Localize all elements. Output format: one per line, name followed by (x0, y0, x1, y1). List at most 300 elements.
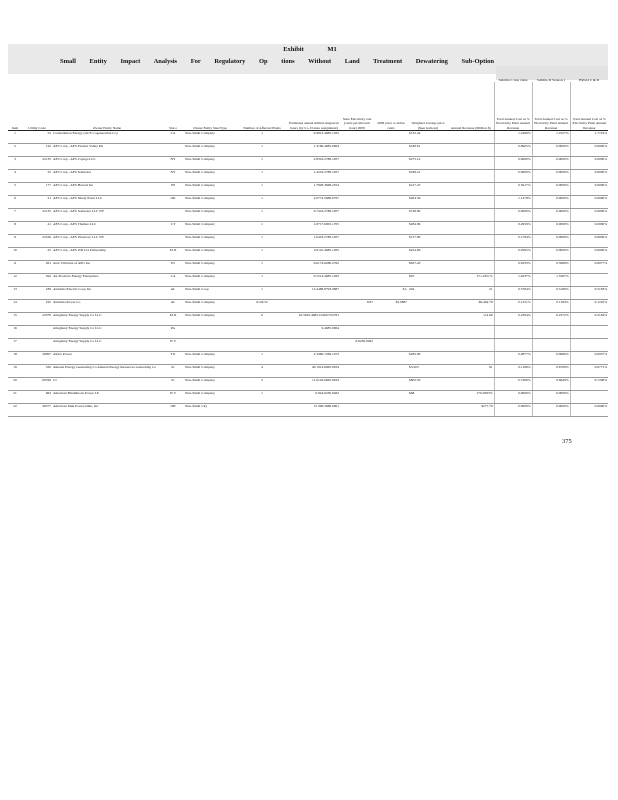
col-weighted: Weighted average price ($per kwhour) (408, 82, 448, 131)
cell-name: Allegheny Energy Supply Co LLC (52, 313, 162, 326)
cell-rate (340, 157, 374, 170)
cell-type: Non-Small Company (184, 391, 236, 404)
col-pct-c: Total Annual Cost as % Electricity Plant Annual Revenue (494, 82, 532, 131)
cell-d: 0.0000% (532, 222, 570, 235)
cell-weighted: $657.20 (408, 261, 448, 274)
cell-h: 0.7298% (570, 378, 608, 391)
cell-type: Non-Small Company (184, 235, 236, 248)
cell-rate (340, 222, 374, 235)
cell-price (374, 404, 408, 417)
cell-name: Ameren Energy Generating Co Ameren Energy Resources Generating Co (52, 365, 162, 378)
cell-h: 0.0000% (570, 235, 608, 248)
cell-type: Non-Small Company (184, 131, 236, 144)
cell-h: 0.0000% (570, 170, 608, 183)
cell-state: OH (162, 404, 184, 417)
cell-price (374, 196, 408, 209)
cell-type: Non-Small Company (184, 248, 236, 261)
cell-c: 0.2304% (494, 313, 532, 326)
cell-revenue: 91 (448, 365, 494, 378)
cell-plants: 1 (236, 287, 288, 300)
cell-revenue (448, 209, 494, 222)
cell-item: 20 (8, 378, 22, 391)
cell-revenue (448, 235, 494, 248)
cell-price (374, 313, 408, 326)
cell-h: 0.0000% (570, 248, 608, 261)
cell-est: 1.4216.2788.1657 (288, 170, 340, 183)
cell-price (374, 274, 408, 287)
cell-d: 0.0000% (532, 196, 570, 209)
cell-state: CA (162, 131, 184, 144)
table-row (8, 365, 608, 378)
cell-c: 0.0000% (494, 170, 532, 183)
table-row (8, 183, 608, 196)
cell-name: American Mun Power-Ohio, Inc (52, 404, 162, 417)
cell-c: 0.0000% (494, 391, 532, 404)
cell-item: 9 (8, 235, 22, 248)
cell-plants: 1 (236, 352, 288, 365)
cell-c: 1.1478% (494, 196, 532, 209)
cell-revenue (448, 326, 494, 339)
cell-d: 0.0000% (532, 209, 570, 222)
cell-price (374, 339, 408, 352)
cell-state: CT (162, 222, 184, 235)
cell-name: AGC Division of APG Inc (52, 261, 162, 274)
cell-d: 0.0000% (532, 144, 570, 157)
cell-type (184, 339, 236, 352)
cell-c: 1.2280% (494, 131, 532, 144)
cell-plants (236, 404, 288, 417)
cell-code: 56097 (22, 352, 52, 365)
cell-weighted: $188.61 (408, 144, 448, 157)
cell-revenue: 114.96 (448, 313, 494, 326)
cell-type: Non-Small Company (184, 157, 236, 170)
cell-plants: 1 (236, 131, 288, 144)
cell-weighted: $285.00 (408, 352, 448, 365)
cell-d: 0.0000% (532, 391, 570, 404)
cell-h: 0.0000% (570, 404, 608, 417)
cell-state (162, 209, 184, 222)
cell-rate (340, 235, 374, 248)
cell-d: 0.0000% (532, 404, 570, 417)
table-row (8, 131, 608, 144)
cell-item: 21 (8, 391, 22, 404)
cell-rate (340, 183, 374, 196)
cell-item: 19 (8, 365, 22, 378)
cell-name: AES Corp - AES Somerset LLC NY (52, 209, 162, 222)
cell-item: 5 (8, 183, 22, 196)
cell-type: Non-Small Coop (184, 287, 236, 300)
cell-plants: 6126.52 (236, 300, 288, 313)
cell-item: 6 (8, 196, 22, 209)
cell-revenue (448, 183, 494, 196)
col-utility-code: Utility Code (22, 82, 52, 131)
table-row (8, 157, 608, 170)
cell-price: $1, (374, 287, 408, 300)
cell-rate (340, 313, 374, 326)
cell-plants: 1 (236, 183, 288, 196)
cell-type: Non-Small Company (184, 313, 236, 326)
cell-d: 0.2372% (532, 313, 570, 326)
cell-weighted: $748.80 (408, 209, 448, 222)
cell-price (374, 248, 408, 261)
cell-h: 0.1222% (570, 300, 608, 313)
cell-plants: 1 (236, 391, 288, 404)
table-row (8, 391, 608, 404)
cell-h: 0.0957% (570, 352, 608, 365)
cell-d: 0.0000% (532, 183, 570, 196)
cell-d: 0.6849% (532, 378, 570, 391)
cell-type: Non-Small Company (184, 365, 236, 378)
cell-revenue (448, 222, 494, 235)
cell-d: 0.0000% (532, 157, 570, 170)
cell-plants: 1 (236, 235, 288, 248)
cell-rate (340, 248, 374, 261)
cell-name: American Bituminous Power LP (52, 391, 162, 404)
cell-weighted: $204.39 (408, 196, 448, 209)
col-pct-d: Total Annual Cost as % Electricity Plant Annual Revenue (532, 82, 570, 131)
cell-revenue (448, 339, 494, 352)
cell-code (22, 339, 52, 352)
cell-weighted: $217.25 (408, 183, 448, 196)
cell-d: 0.0666% (532, 352, 570, 365)
cell-item: 18 (8, 352, 22, 365)
cell-weighted (408, 404, 448, 417)
table-row (8, 404, 608, 417)
cell-revenue (448, 157, 494, 170)
col-price: 2009 price to dollar cents (374, 82, 408, 131)
cell-weighted: $97. (408, 274, 448, 287)
cell-c: 0.7266% (494, 378, 532, 391)
cell-code: 292 (22, 274, 52, 287)
cell-name: Allegheny Energy Supply Co LLC (52, 339, 162, 352)
cell-c: 0.5784% (494, 287, 532, 300)
cell-est: 1.8717.6005.1705 (288, 222, 340, 235)
col-rate: State Electricity rate (cents per kilowatt hour) 2009 (340, 82, 374, 131)
group-header-c: Subtitle C tion vame (498, 77, 528, 82)
cell-code: 40577 (22, 404, 52, 417)
cell-h: 0.2184% (570, 313, 608, 326)
table-row (8, 378, 608, 391)
cell-est: 2.8316.2788.1657 (288, 157, 340, 170)
cell-est: 11.0194.6665.0934 (288, 378, 340, 391)
cell-item: 2 (8, 144, 22, 157)
cell-est: 0.844.6230.0462 (288, 391, 340, 404)
col-owner-name: Owner Entity Name (52, 82, 162, 131)
col-revenue: Annual Revenue (Million $) (448, 82, 494, 131)
cell-rate (340, 170, 374, 183)
cell-type: Non-Small Company (184, 274, 236, 287)
cell-c: 0.6333% (494, 261, 532, 274)
cell-plants: 1 (236, 196, 288, 209)
cell-name: Altura Power (52, 352, 162, 365)
cell-est: 15.399.5688.0901 (288, 404, 340, 417)
table-row (8, 274, 608, 287)
cell-h: 0.5183% (570, 287, 608, 300)
cell-c (494, 326, 532, 339)
cell-est: 0.5513.4685.1265 (288, 274, 340, 287)
cell-rate (340, 378, 374, 391)
cell-item: 14 (8, 300, 22, 313)
cell-rate (340, 196, 374, 209)
cell-name: Allegheny Energy Supply Co LLC (52, 326, 162, 339)
cell-rate (340, 365, 374, 378)
cell-weighted: $132.44 (408, 131, 448, 144)
cell-rate (340, 274, 374, 287)
cell-price (374, 183, 408, 196)
cell-plants (236, 339, 288, 352)
cell-code: 22135 (22, 209, 52, 222)
cell-item: 8 (8, 222, 22, 235)
cell-c: 0.1251% (494, 300, 532, 313)
cell-code: 69766 (22, 378, 52, 391)
table-row (8, 261, 608, 274)
cell-state: W V (162, 391, 184, 404)
cell-type: Non-Small City (184, 404, 236, 417)
cell-d: 0.5988% (532, 261, 570, 274)
cell-est: 40.1914.6665.0934 (288, 365, 340, 378)
cell-type: Non-Small Company (184, 352, 236, 365)
cell-state: NY (162, 157, 184, 170)
cell-item: 22 (8, 404, 22, 417)
cell-plants: 1 (236, 222, 288, 235)
cell-h (570, 326, 608, 339)
cell-weighted: $188.21 (408, 170, 448, 183)
col-pct-h: Total Annual Cost as % Electricity Plant Annual Revenue (570, 82, 608, 131)
table-row (8, 196, 608, 209)
cell-code: 22379 (22, 313, 52, 326)
cell-revenue (448, 144, 494, 157)
cell-est: 2.3460.7266.1072 (288, 352, 340, 365)
column-header-row (8, 82, 608, 131)
cell-item: 1 (8, 131, 22, 144)
cell-type: Non-Small Company (184, 196, 236, 209)
cell-d (532, 326, 570, 339)
col-est-cost: Estimated annual million megawatt hours (by Co. D state assignment) (288, 82, 340, 131)
cell-weighted: $68. (408, 391, 448, 404)
cell-price: $5,0887 (374, 300, 408, 313)
cell-h (570, 391, 608, 404)
cell-rate (340, 391, 374, 404)
cell-rate (340, 144, 374, 157)
cell-type: Non-Small Company (184, 300, 236, 313)
cell-price (374, 378, 408, 391)
table-row (8, 287, 608, 300)
cell-item: 16 (8, 326, 22, 339)
cell-plants: 1 (236, 209, 288, 222)
cell-est: 0.9813.4685.1265 (288, 131, 340, 144)
table-row (8, 235, 608, 248)
cell-h: 0.0000% (570, 196, 608, 209)
cell-price (374, 209, 408, 222)
cell-state: CA (162, 274, 184, 287)
cell-type: Non-Small Company (184, 209, 236, 222)
cell-revenue (448, 131, 494, 144)
cell-state: AL (162, 300, 184, 313)
cell-state (162, 235, 184, 248)
cell-item: 10 (8, 248, 22, 261)
cell-name: Co (52, 378, 162, 391)
cell-weighted: $802.59 (408, 378, 448, 391)
cell-est: 13.4488.8793.0887 (288, 287, 340, 300)
cell-state: TX (162, 352, 184, 365)
group-header-d: Subtitle D Version 1 (536, 77, 566, 82)
cell-h: 0.0000% (570, 209, 608, 222)
cell-d: 0.5189% (532, 287, 570, 300)
cell-type: Non-Small Company (184, 144, 236, 157)
cell-state: OK (162, 196, 184, 209)
cell-est: 1.3169.4685.0964 (288, 144, 340, 157)
cell-item: 3 (8, 157, 22, 170)
cell-type: Non-Small Company (184, 378, 236, 391)
cell-h: 0.0000% (570, 157, 608, 170)
cell-d: 0.0000% (532, 235, 570, 248)
cell-code: 41 (22, 222, 52, 235)
cell-d: 1.1957% (532, 131, 570, 144)
cell-d: 0.0000% (532, 170, 570, 183)
cell-est: 9.4685.0964 (288, 326, 340, 339)
cell-revenue (448, 352, 494, 365)
cell-code: 21 (22, 196, 52, 209)
cell-plants: 1 (236, 248, 288, 261)
cell-est (288, 300, 340, 313)
cell-h: 1.7724% (570, 131, 608, 144)
cell-name: AES Corp - AES WR Ltd Partnership (52, 248, 162, 261)
cell-d: 0.1184% (532, 300, 570, 313)
table-body (8, 131, 608, 417)
cell-state: W V (162, 339, 184, 352)
cell-item: 17 (8, 339, 22, 352)
cell-weighted: $157.80 (408, 235, 448, 248)
cell-plants: 1 (236, 157, 288, 170)
cell-code: 25 (22, 170, 52, 183)
cell-item: 7 (8, 209, 22, 222)
table-row (8, 209, 608, 222)
cell-est: 42.5810.4685.10460.552781 (288, 313, 340, 326)
cell-code: 189 (22, 287, 52, 300)
table-row (8, 339, 608, 352)
cell-c: 0.9595% (494, 248, 532, 261)
cell-code: 195 (22, 300, 52, 313)
cell-state: IN (162, 261, 184, 274)
cell-revenue: $9,404.78 (448, 300, 494, 313)
cell-code: 520 (22, 365, 52, 378)
cell-est: 1.0418.2788.1657 (288, 235, 340, 248)
cell-est: 1.7828.3668.2554 (288, 183, 340, 196)
cell-type (184, 326, 236, 339)
cell-c (494, 339, 532, 352)
cell-type: Non-Small Company (184, 222, 236, 235)
col-owner-type: Owner Entity Size/Type (184, 82, 236, 131)
cell-weighted (408, 300, 448, 313)
table-row (8, 352, 608, 365)
cell-code (22, 326, 52, 339)
cell-name: AES Corp - AES Shady Point LLC (52, 196, 162, 209)
cell-price (374, 261, 408, 274)
table-row (8, 313, 608, 326)
cell-c: 0.8905% (494, 144, 532, 157)
cell-weighted: $224.66 (408, 248, 448, 261)
table-row (8, 170, 608, 183)
cell-price (374, 365, 408, 378)
cell-weighted: $284.86 (408, 222, 448, 235)
cell-code: 261 (22, 261, 52, 274)
cell-price (374, 222, 408, 235)
cell-rate (340, 404, 374, 417)
cell-weighted (408, 339, 448, 352)
cell-revenue (448, 170, 494, 183)
cell-revenue: 271.4351% (448, 274, 494, 287)
cell-name: Air Products Energy Enterprises (52, 274, 162, 287)
cell-h: 0.0000% (570, 222, 608, 235)
cell-revenue (448, 248, 494, 261)
group-header-row (8, 68, 608, 82)
cell-revenue: $277.79 (448, 404, 494, 417)
cell-price (374, 235, 408, 248)
cell-name: AES Corp - AES Somerset (52, 170, 162, 183)
cell-plants: 1 (236, 274, 288, 287)
table-row (8, 300, 608, 313)
cell-plants: 6 (236, 313, 288, 326)
cell-c: 0.0000% (494, 404, 532, 417)
cell-plants: 1 (236, 144, 288, 157)
cell-d: 0.0000% (532, 248, 570, 261)
cell-weighted (408, 313, 448, 326)
cell-item: 13 (8, 287, 22, 300)
cell-state: IL (162, 378, 184, 391)
cell-code: 25 (22, 248, 52, 261)
cell-code: 142 (22, 144, 52, 157)
cell-name: AES Corp - AES Westover LLC NY (52, 235, 162, 248)
cell-c: 0.5917% (494, 183, 532, 196)
cell-type: Non-Small Company (184, 170, 236, 183)
cell-c: 0.0877% (494, 352, 532, 365)
cell-code: 177 (22, 183, 52, 196)
cell-rate (340, 352, 374, 365)
cell-plants: 1 (236, 170, 288, 183)
cell-price (374, 157, 408, 170)
cell-name: Constellation Energy (ACE Cogeneration Co) (52, 131, 162, 144)
cell-weighted: 204 (408, 287, 448, 300)
cell-price (374, 131, 408, 144)
cell-plants: 3 (236, 378, 288, 391)
cell-state: M D (162, 248, 184, 261)
cell-d: 0.6768% (532, 365, 570, 378)
cell-rate (340, 287, 374, 300)
page-title: Small Entity Impact Analysis For Regulatory Op tions Without Land Treatment Dewatering Sub-Option (60, 58, 495, 65)
cell-c: 0.0000% (494, 209, 532, 222)
cell-item: 12 (8, 274, 22, 287)
cell-name: AES Corp - AES Cayuga LLC (52, 157, 162, 170)
cell-weighted (408, 326, 448, 339)
cell-rate (340, 131, 374, 144)
cell-type: Non-Small Company (184, 261, 236, 274)
cell-code: 52 (22, 131, 52, 144)
group-header-hybrid: Hybrid C & D (579, 77, 600, 82)
col-item: Item (8, 82, 22, 131)
cell-plants: 1 (236, 261, 288, 274)
table-row (8, 326, 608, 339)
cell-h: 0.6077% (570, 261, 608, 274)
cell-c: 0.0000% (494, 157, 532, 170)
cell-revenue (448, 378, 494, 391)
col-state: Stat e (162, 82, 184, 131)
cell-c: 0.1186% (494, 365, 532, 378)
cell-code: 22135 (22, 157, 52, 170)
cell-plants: 4 (236, 365, 288, 378)
cell-est: 0.7416.2788.1657 (288, 209, 340, 222)
cell-state: IL (162, 365, 184, 378)
cell-name: AES Corp - AES Eastern Valley PA (52, 144, 162, 157)
